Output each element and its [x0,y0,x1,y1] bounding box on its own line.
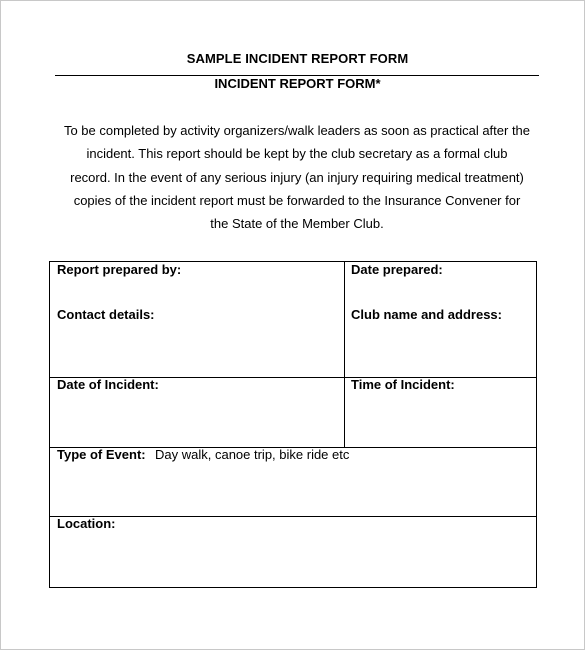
location-label: Location: [57,516,116,531]
document-title: SAMPLE INCIDENT REPORT FORM [186,51,409,66]
contact-details-label: Contact details: [57,307,155,322]
type-of-event-label: Type of Event: [57,447,146,462]
date-of-incident-label: Date of Incident: [57,377,159,392]
intro-line-3: record. In the event of any serious injury (an injury requiring medical treatment) [70,169,524,185]
column-divider [344,262,345,448]
intro-line-1: To be completed by activity organizers/walk leaders as soon as practical after the [63,123,531,138]
intro-line-4: copies of the incident report must be forwarded to the Insurance Convener for [73,192,521,208]
date-prepared-label: Date prepared: [351,262,443,277]
row-divider-3 [50,516,536,517]
time-of-incident-label: Time of Incident: [351,377,455,392]
form-title: INCIDENT REPORT FORM* [214,76,381,91]
incident-form-table [49,261,537,588]
intro-line-5: the State of the Member Club. [210,216,384,232]
report-prepared-by-label: Report prepared by: [57,262,182,277]
intro-line-2: incident. This report should be kept by the club secretary as a formal club [86,146,508,162]
type-of-event-value: Day walk, canoe trip, bike ride etc [155,447,350,462]
club-name-address-label: Club name and address: [351,307,502,322]
intro-paragraph [48,119,546,235]
